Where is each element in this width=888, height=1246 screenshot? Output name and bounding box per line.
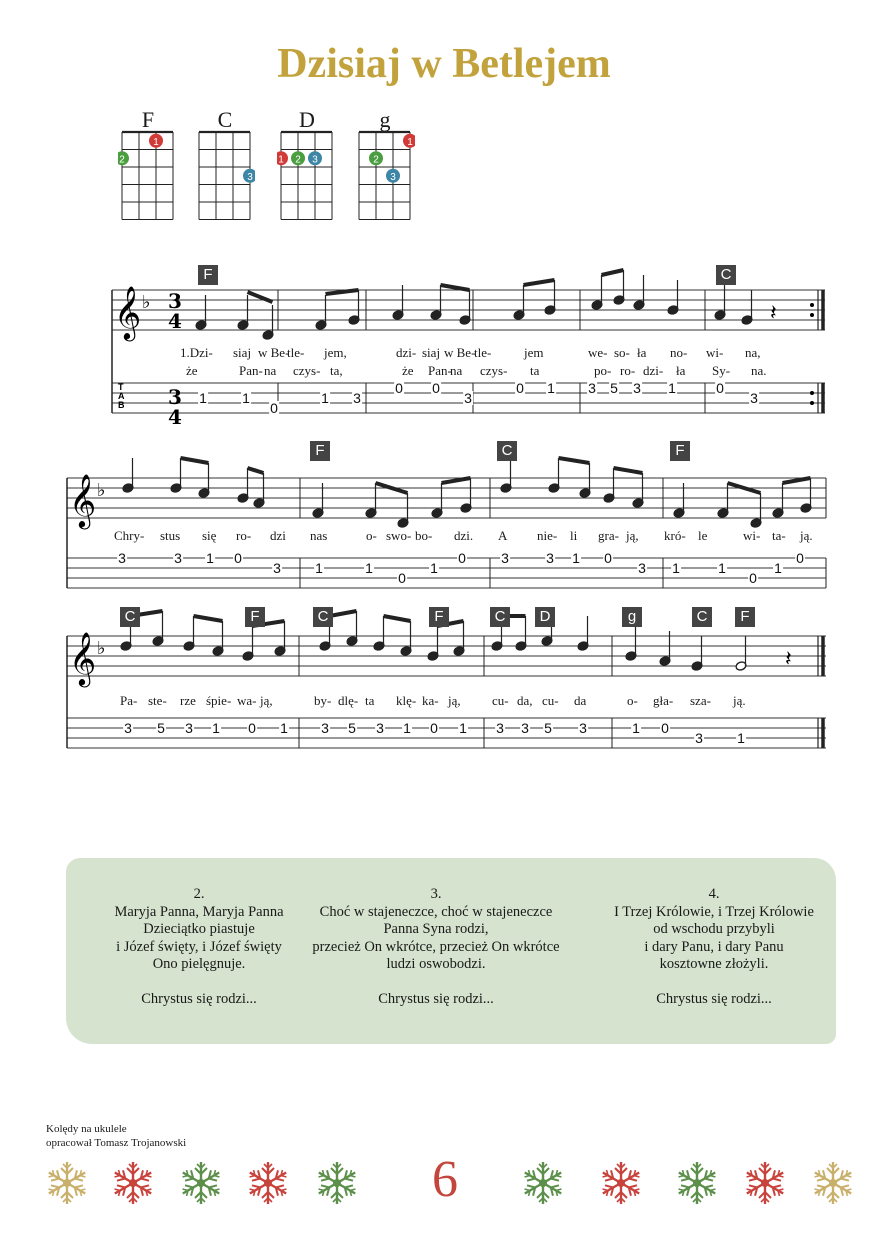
quarter-rest-icon: 𝄽: [785, 647, 792, 672]
lyric-syllable: ro-: [620, 363, 636, 378]
song-title: Dzisiaj w Betlejem: [277, 41, 611, 87]
lyric-syllable: czys-: [480, 363, 508, 378]
lyric-syllable: jem: [524, 345, 544, 360]
treble-clef-icon: 𝄞: [69, 631, 97, 685]
tab-fret-number: 3: [501, 550, 509, 566]
verse-line: Maryja Panna, Maryja Panna: [114, 903, 284, 920]
tab-fret-number: 1: [321, 390, 329, 406]
repeat-dot: [810, 313, 814, 317]
lyric-syllable: ta: [530, 363, 540, 378]
tab-fret-number: 0: [716, 380, 724, 396]
lyric-syllable: nas: [310, 528, 328, 543]
lyric-syllable: w Be-: [444, 345, 476, 360]
lyric-syllable: le: [698, 528, 708, 543]
lyric-syllable: wa-: [237, 693, 257, 708]
note-beam: [326, 290, 359, 294]
chord-marker-C: C: [313, 607, 333, 627]
flat-icon: ♭: [97, 638, 106, 659]
snowflake-icon: [808, 1158, 858, 1208]
chord-marker-F: F: [670, 441, 690, 461]
lyric-syllable: na.: [751, 363, 767, 378]
lyric-syllable: nie-: [537, 528, 558, 543]
tab-fret-number: 5: [610, 380, 618, 396]
tab-fret-number: 1: [572, 550, 580, 566]
tab-fret-number: 0: [516, 380, 524, 396]
chord-marker-C: C: [716, 265, 736, 285]
lyric-syllable: dzi.: [454, 528, 474, 543]
tab-fret-number: 3: [521, 720, 529, 736]
tab-fret-number: 1: [206, 550, 214, 566]
lyric-syllable: Pa-: [120, 693, 138, 708]
tab-fret-number: 3: [750, 390, 758, 406]
lyric-syllable: na,: [745, 345, 761, 360]
tab-fret-number: 1: [365, 560, 373, 576]
verse-line: Panna Syna rodzi,: [383, 921, 489, 937]
verse-line: Ono pielęgnuje.: [152, 956, 246, 972]
lyric-syllable: Sy-: [712, 363, 731, 378]
lyric-syllable: rze: [180, 693, 196, 708]
tab-fret-number: 3: [695, 730, 703, 746]
tab-label: A: [118, 391, 125, 401]
lyric-syllable: sza-: [690, 693, 711, 708]
tab-fret-number: 0: [432, 380, 440, 396]
note-beam: [602, 270, 624, 275]
tab-fret-number: 0: [430, 720, 438, 736]
lyric-syllable: wi-: [706, 345, 724, 360]
lyric-syllable: ro-: [236, 528, 252, 543]
tab-fret-number: 3: [124, 720, 132, 736]
lyric-syllable: siaj: [422, 345, 441, 360]
lyric-syllable: o-: [366, 528, 377, 543]
tab-label: B: [118, 400, 125, 410]
tab-fret-number: 1: [280, 720, 288, 736]
chord-name: g: [379, 107, 391, 132]
lyric-syllable: siaj: [233, 345, 252, 360]
lyric-syllable: ta,: [330, 363, 343, 378]
lyric-syllable: li: [570, 528, 578, 543]
note-beam: [614, 468, 643, 473]
tab-fret-number: 3: [321, 720, 329, 736]
tab-fret-number: 1: [632, 720, 640, 736]
tab-fret-number: 1: [672, 560, 680, 576]
snowflake-icon: [176, 1158, 226, 1208]
verse-line: przecież On wkrótce, przecież On wkrótce: [312, 938, 560, 955]
finger-number: 2: [119, 154, 125, 166]
tab-fret-number: 0: [604, 550, 612, 566]
lyric-syllable: stus: [160, 528, 181, 543]
tab-fret-number: 1: [774, 560, 782, 576]
chord-marker-C: C: [497, 441, 517, 461]
chord-marker-C: C: [490, 607, 510, 627]
tab-fret-number: 1: [668, 380, 676, 396]
tab-fret-number: 1: [315, 560, 323, 576]
lyric-syllable: swo-: [386, 528, 412, 543]
verse-line: i Józef święty, i Józef święty: [116, 938, 282, 955]
tab-fret-number: 3: [118, 550, 126, 566]
chord-marker-g: g: [622, 607, 642, 627]
tab-fret-number: 5: [544, 720, 552, 736]
lyric-syllable: dzi-: [643, 363, 664, 378]
lyric-syllable: by-: [314, 693, 332, 708]
lyric-syllable: ją,: [448, 693, 461, 708]
time-signature-top: 3: [168, 289, 182, 313]
snowflake-icon: [740, 1158, 790, 1208]
verse-line: Dzieciątko piastuje: [143, 921, 255, 937]
finger-number: 2: [373, 154, 379, 166]
lyric-syllable: gła-: [653, 693, 674, 708]
lyric-syllable: ją,: [260, 693, 273, 708]
treble-clef-icon: 𝄞: [69, 473, 97, 527]
lyric-syllable: so-: [614, 345, 630, 360]
snowflake-icon: [518, 1158, 568, 1208]
lyric-syllable: bo-: [415, 528, 433, 543]
snowflake-icon: [596, 1158, 646, 1208]
snowflake-icon: [108, 1158, 158, 1208]
finger-number: 1: [407, 136, 413, 148]
verse-refrain: Chrystus się rodzi...: [378, 990, 494, 1007]
lyric-syllable: wi-: [743, 528, 761, 543]
quarter-rest-icon: 𝄽: [770, 301, 777, 326]
lyric-syllable: kró-: [664, 528, 686, 543]
finger-number: 3: [247, 171, 253, 183]
lyric-syllable: ją,: [626, 528, 639, 543]
lyric-syllable: w Be-: [258, 345, 290, 360]
snowflake-icon: [672, 1158, 722, 1208]
tab-fret-number: 3: [273, 560, 281, 576]
verse-3: [311, 886, 561, 1008]
tab-fret-number: 0: [398, 570, 406, 586]
lyric-syllable: śpie-: [206, 693, 232, 708]
snowflake-icon: [42, 1158, 92, 1208]
tab-fret-number: 3: [546, 550, 554, 566]
verse-line: Choć w stajeneczce, choć w stajeneczce: [319, 903, 553, 920]
verse-number: 3.: [430, 886, 442, 902]
repeat-dot: [810, 303, 814, 307]
repeat-dot: [810, 391, 814, 395]
tab-fret-number: 5: [348, 720, 356, 736]
tab-fret-number: 1: [547, 380, 555, 396]
verse-refrain: Chrystus się rodzi...: [656, 990, 772, 1007]
finger-number: 1: [278, 154, 284, 166]
note-beam: [441, 285, 470, 290]
tab-fret-number: 5: [157, 720, 165, 736]
chord-marker-F: F: [198, 265, 218, 285]
lyric-syllable: na: [264, 363, 277, 378]
tab-fret-number: 3: [633, 380, 641, 396]
verse-line: od wschodu przybyli: [653, 921, 775, 937]
time-signature-bottom: 4: [168, 309, 182, 333]
snowflake-icon: [312, 1158, 362, 1208]
lyric-syllable: A: [498, 528, 508, 543]
finger-number: 3: [312, 154, 318, 166]
repeat-dot: [810, 401, 814, 405]
lyric-syllable: na: [450, 363, 463, 378]
tab-time-signature-bottom: 4: [168, 405, 182, 429]
lyric-syllable: da,: [517, 693, 533, 708]
flat-icon: ♭: [142, 292, 151, 313]
chord-marker-C: C: [692, 607, 712, 627]
tab-fret-number: 1: [718, 560, 726, 576]
lyric-syllable: ste-: [148, 693, 167, 708]
tab-time-signature-top: 3: [168, 385, 182, 409]
verse-number: 2.: [193, 886, 205, 902]
tab-fret-number: 3: [464, 390, 472, 406]
chord-marker-D: D: [535, 607, 555, 627]
lyric-syllable: Pan-: [239, 363, 263, 378]
lyric-syllable: no-: [670, 345, 688, 360]
lyric-syllable: o-: [627, 693, 638, 708]
lyric-syllable: ta-: [772, 528, 786, 543]
tab-fret-number: 0: [395, 380, 403, 396]
lyric-syllable: we-: [588, 345, 608, 360]
lyric-syllable: Pan-: [428, 363, 452, 378]
lyric-syllable: ka-: [422, 693, 439, 708]
chord-name: C: [217, 107, 233, 132]
tab-fret-number: 1: [430, 560, 438, 576]
note-beam: [559, 458, 590, 463]
tab-fret-number: 0: [234, 550, 242, 566]
lyric-syllable: że: [402, 363, 414, 378]
lyric-syllable: tle-: [287, 345, 305, 360]
verse-line: I Trzej Królowie, i Trzej Królowie: [614, 903, 814, 920]
lyric-syllable: że: [186, 363, 198, 378]
lyric-syllable: dzi: [270, 528, 286, 543]
lyric-syllable: cu-: [542, 693, 559, 708]
tab-fret-number: 3: [638, 560, 646, 576]
tab-fret-number: 3: [174, 550, 182, 566]
tab-fret-number: 3: [579, 720, 587, 736]
tab-fret-number: 1: [242, 390, 250, 406]
verse-line: ludzi oswobodzi.: [386, 956, 486, 972]
lyric-syllable: dlę-: [338, 693, 359, 708]
finger-number: 2: [295, 154, 301, 166]
lyric-syllable: gra-: [598, 528, 619, 543]
lyric-syllable: po-: [594, 363, 612, 378]
chord-name: F: [141, 107, 155, 132]
footer-credit: [46, 1122, 186, 1150]
note-beam: [442, 478, 471, 483]
lyric-syllable: ją.: [800, 528, 813, 543]
snowflake-icon: [243, 1158, 293, 1208]
note-beam: [181, 458, 209, 463]
verse-2: [74, 886, 324, 1008]
tab-label: T: [118, 382, 124, 392]
lyric-syllable: Chry-: [114, 528, 145, 543]
verse-refrain: Chrystus się rodzi...: [141, 990, 257, 1007]
treble-clef-icon: 𝄞: [114, 285, 142, 339]
chord-name: D: [299, 107, 315, 132]
credit-line: opracował Tomasz Trojanowski: [46, 1137, 187, 1149]
verse-line: kosztowne złożyli.: [659, 956, 769, 972]
tab-fret-number: 3: [496, 720, 504, 736]
finger-number: 1: [153, 136, 159, 148]
chord-marker-F: F: [245, 607, 265, 627]
tab-fret-number: 3: [376, 720, 384, 736]
tab-fret-number: 0: [749, 570, 757, 586]
tab-fret-number: 0: [270, 400, 278, 416]
tab-fret-number: 1: [459, 720, 467, 736]
verses-panel: [66, 858, 836, 1044]
verse-4: [589, 886, 839, 1008]
tab-fret-number: 3: [588, 380, 596, 396]
lyric-syllable: tle-: [474, 345, 492, 360]
tab-fret-number: 0: [661, 720, 669, 736]
note-beam: [248, 468, 264, 473]
tab-fret-number: 1: [199, 390, 207, 406]
note-beam: [384, 616, 411, 621]
note-beam: [524, 280, 555, 285]
tab-fret-number: 0: [248, 720, 256, 736]
lyric-syllable: 1.Dzi-: [180, 345, 213, 360]
chord-marker-F: F: [310, 441, 330, 461]
note-beam: [194, 616, 223, 621]
lyric-syllable: dzi-: [396, 345, 417, 360]
tab-fret-number: 0: [458, 550, 466, 566]
page-number: 6: [432, 1151, 458, 1208]
tab-fret-number: 1: [737, 730, 745, 746]
lyric-syllable: czys-: [293, 363, 321, 378]
note-beam: [330, 611, 357, 616]
lyric-syllable: jem,: [324, 345, 347, 360]
lyric-syllable: ją.: [733, 693, 746, 708]
finger-number: 3: [390, 171, 396, 183]
lyric-syllable: da: [574, 693, 587, 708]
credit-line: Kolędy na ukulele: [46, 1123, 127, 1135]
lyric-syllable: się: [202, 528, 217, 543]
lyric-syllable: ła: [637, 345, 647, 360]
tab-fret-number: 3: [185, 720, 193, 736]
tab-fret-number: 1: [403, 720, 411, 736]
tab-fret-number: 0: [796, 550, 804, 566]
chord-marker-F: F: [735, 607, 755, 627]
tab-fret-number: 1: [212, 720, 220, 736]
chord-marker-C: C: [120, 607, 140, 627]
lyric-syllable: cu-: [492, 693, 509, 708]
verse-number: 4.: [708, 886, 720, 902]
verse-line: i dary Panu, i dary Panu: [644, 938, 784, 955]
chord-marker-F: F: [429, 607, 449, 627]
note-beam: [783, 478, 811, 483]
tab-fret-number: 3: [353, 390, 361, 406]
lyric-syllable: ła: [676, 363, 686, 378]
lyric-syllable: klę-: [396, 693, 417, 708]
flat-icon: ♭: [97, 480, 106, 501]
lyric-syllable: ta: [365, 693, 375, 708]
